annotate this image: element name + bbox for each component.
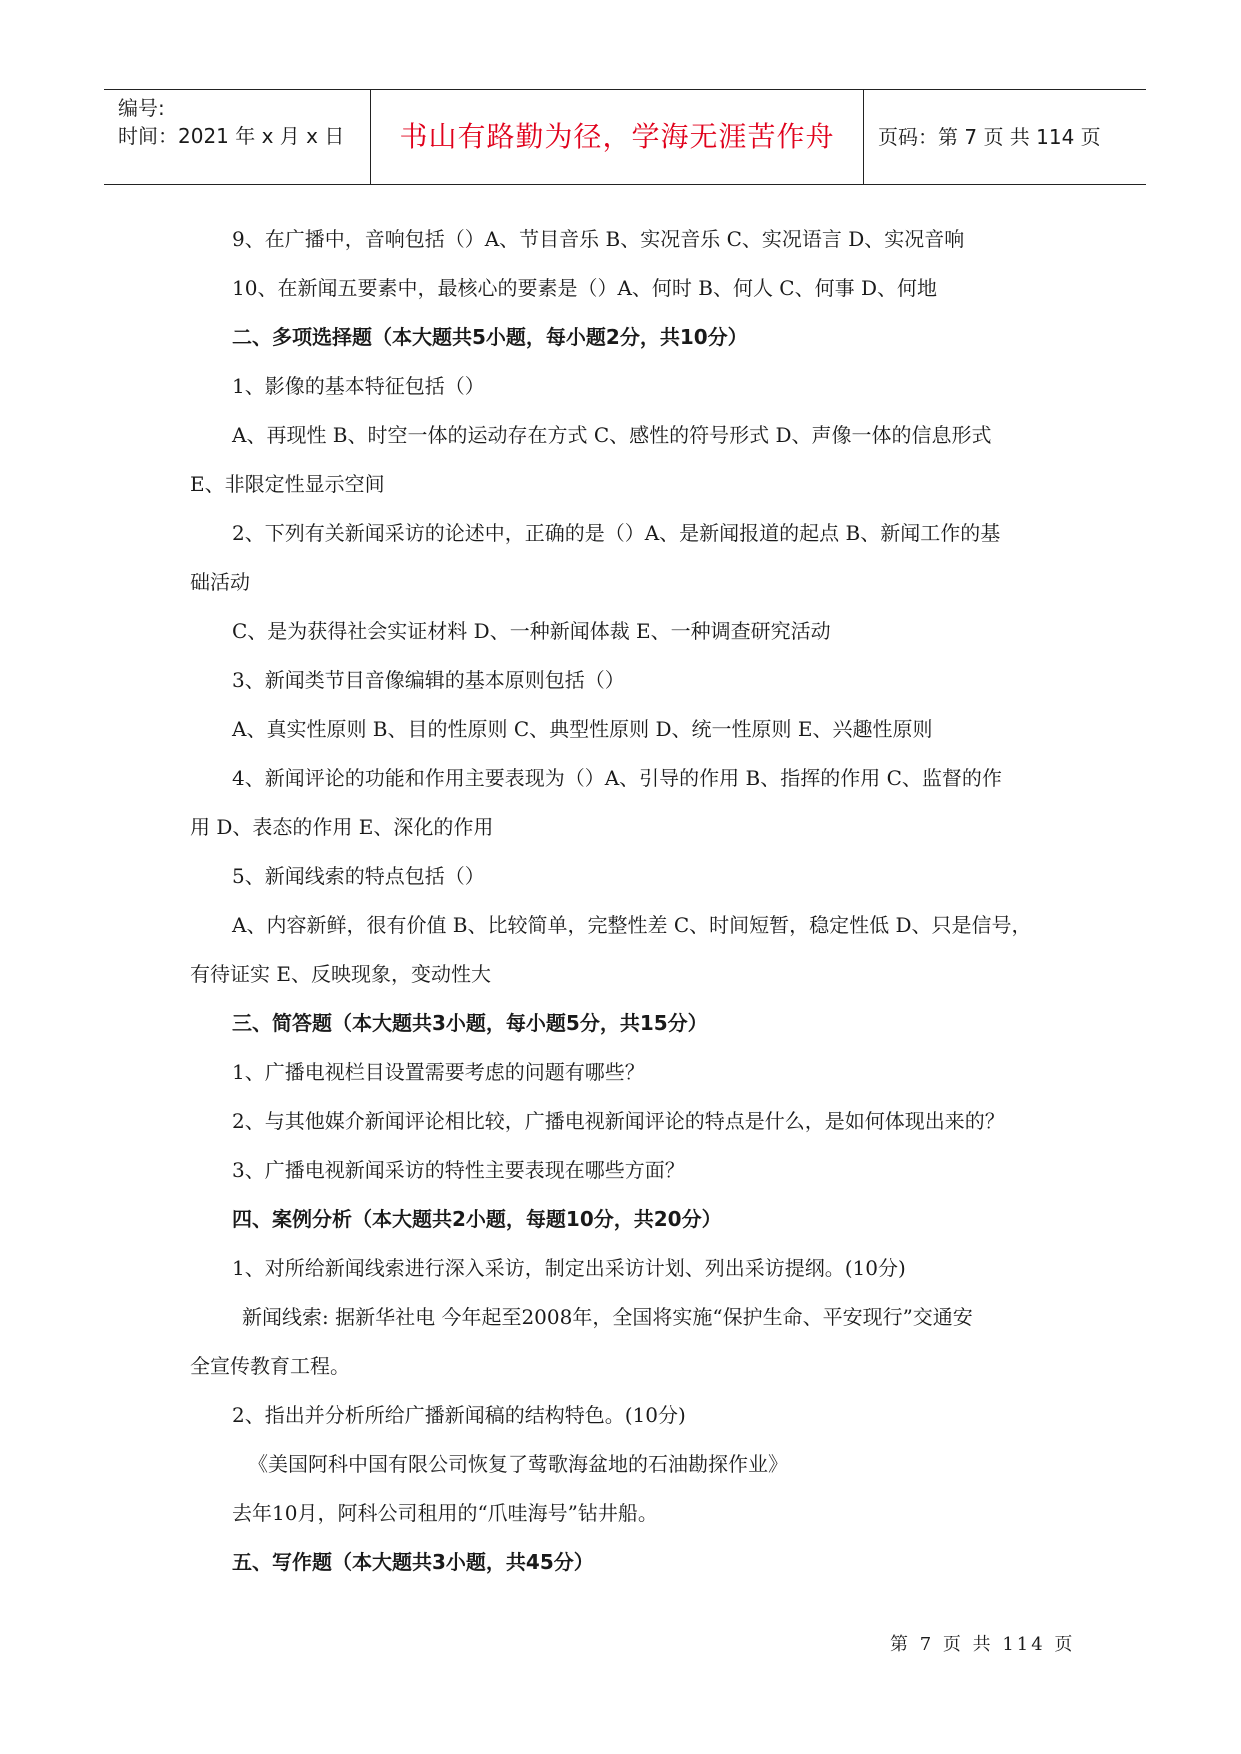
case-text-line: 去年10月，阿科公司租用的“爪哇海号”钻井船。 [232,1501,658,1525]
question-line: 10、在新闻五要素中，最核心的要素是（）A、何时 B、何人 C、何事 D、何地 [232,276,937,300]
option-line: C、是为获得社会实证材料 D、一种新闻体裁 E、一种调查研究活动 [232,619,831,643]
section-heading: 四、案例分析（本大题共2小题，每题10分，共20分） [232,1207,722,1231]
question-line: 3、广播电视新闻采访的特性主要表现在哪些方面？ [232,1158,685,1182]
option-line: A、真实性原则 B、目的性原则 C、典型性原则 D、统一性原则 E、兴趣性原则 [232,717,933,741]
option-line: 有待证实 E、反映现象，变动性大 [190,962,491,986]
page-header [104,89,1146,185]
case-title-line: 《美国阿科中国有限公司恢复了莺歌海盆地的石油勘探作业》 [248,1452,788,1476]
section-heading: 五、写作题（本大题共3小题，共45分） [232,1550,594,1574]
question-line: 用 D、表态的作用 E、深化的作用 [190,815,494,839]
time-label: 时间：2021 年 x 月 x 日 [118,124,345,148]
page-footer: 第 7 页 共 114 页 [890,1634,1076,1655]
section-heading: 三、简答题（本大题共3小题，每小题5分，共15分） [232,1011,708,1035]
option-line: E、非限定性显示空间 [190,472,385,496]
document-body [190,215,1070,1587]
case-text-line: 全宣传教育工程。 [190,1354,350,1378]
question-line: 2、下列有关新闻采访的论述中，正确的是（）A、是新闻报道的起点 B、新闻工作的基 [232,521,1001,545]
option-line: A、内容新鲜，很有价值 B、比较简单，完整性差 C、时间短暂，稳定性低 D、只是信号， [232,913,1032,937]
number-label: 编号: [118,96,165,120]
question-line: 1、广播电视栏目设置需要考虑的问题有哪些？ [232,1060,645,1084]
question-line: 2、与其他媒介新闻评论相比较，广播电视新闻评论的特点是什么，是如何体现出来的？ [232,1109,1005,1133]
question-line: 2、指出并分析所给广播新闻稿的结构特色。(10分) [232,1403,686,1427]
question-line: 1、对所给新闻线索进行深入采访，制定出采访计划、列出采访提纲。(10分) [232,1256,906,1280]
question-line: 4、新闻评论的功能和作用主要表现为（）A、引导的作用 B、指挥的作用 C、监督的作 [232,766,1002,790]
header-motto: 书山有路勤为径，学海无涯苦作舟 [370,90,864,184]
header-left-cell [104,90,370,184]
header-page-code: 页码：第 7 页 共 114 页 [878,125,1101,149]
option-line: A、再现性 B、时空一体的运动存在方式 C、感性的符号形式 D、声像一体的信息形式 [232,423,992,447]
question-line: 9、在广播中，音响包括（）A、节目音乐 B、实况音乐 C、实况语言 D、实况音响 [232,227,965,251]
question-line: 础活动 [190,570,250,594]
question-line: 3、新闻类节目音像编辑的基本原则包括（） [232,668,625,692]
question-line: 5、新闻线索的特点包括（） [232,864,485,888]
section-heading: 二、多项选择题（本大题共5小题，每小题2分，共10分） [232,325,748,349]
case-text-line: 新闻线索: 据新华社电 今年起至2008年，全国将实施“保护生命、平安现行”交通安 [242,1305,973,1329]
question-line: 1、影像的基本特征包括（） [232,374,485,398]
